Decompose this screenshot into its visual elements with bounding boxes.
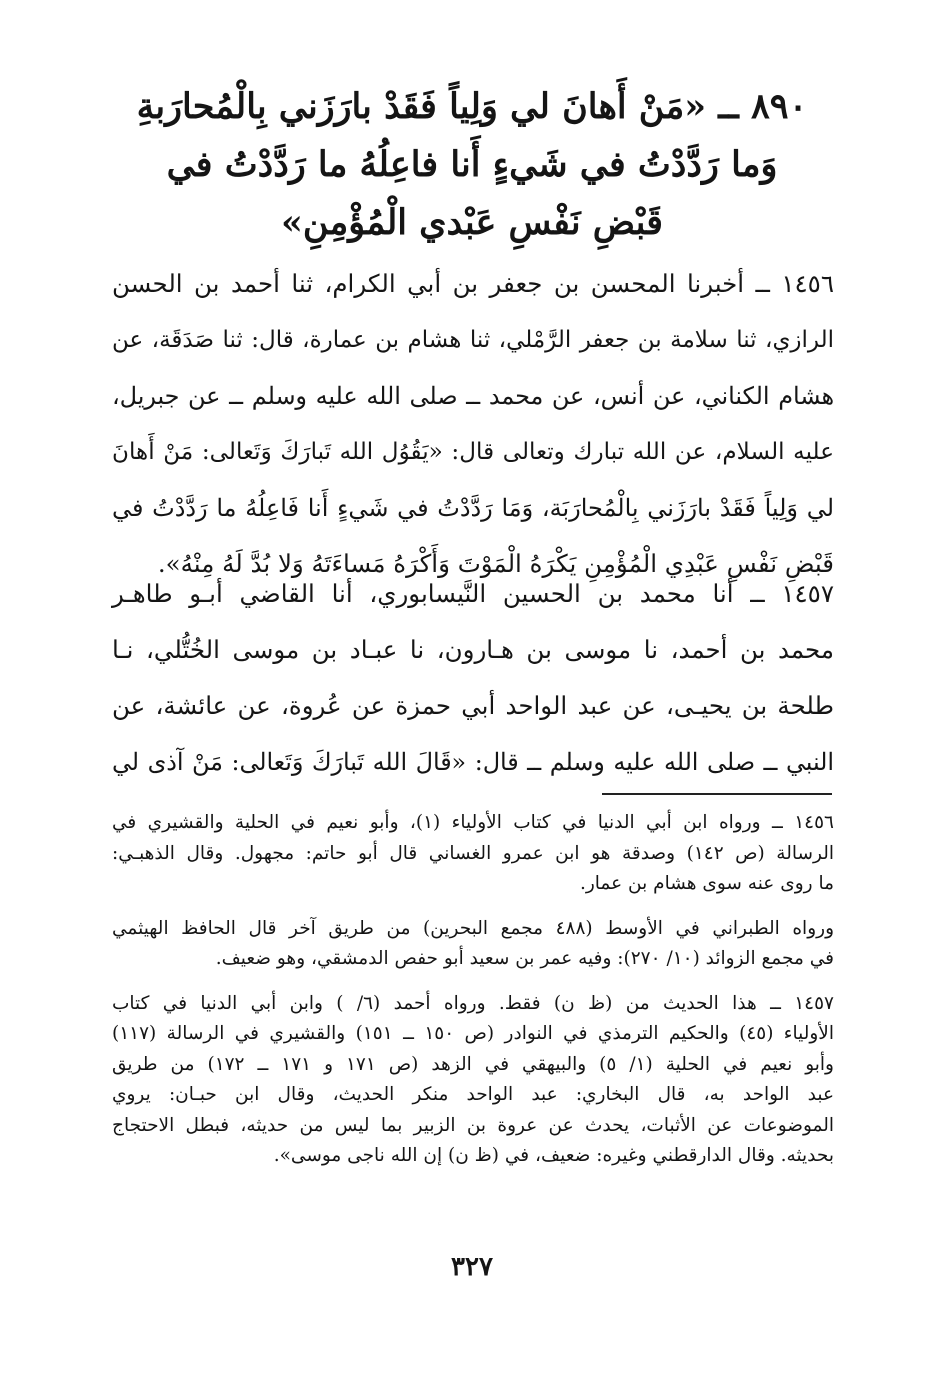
footnote-1456-continued: [112, 914, 834, 975]
footnote-1456: [112, 808, 834, 900]
paragraph-line: ١٤٥٦ ــ أخبرنا المحسن بن جعفر بن أبي الكرام، ثنا أحمد بن الحسن: [112, 269, 834, 298]
footnote-1457: [112, 989, 834, 1172]
footnote-divider: [602, 793, 832, 795]
footnote-line: وأبو نعيم في الحلية (١/ ٥) والبيهقي في الزهد (ص ١٧١ و ١٧١ ــ ١٧٢) من طريق: [112, 1053, 834, 1075]
hadith-paragraph-1456: [112, 256, 834, 592]
heading-line: قَبْضِ نَفْسِ عَبْدي الْمُؤْمِنِ»: [281, 202, 663, 243]
hadith-paragraph-1457: [112, 566, 834, 790]
footnote-line: ورواه الطبراني في الأوسط (٤٨٨ مجمع البحرين) من طريق آخر قال الحافظ الهيثمي: [112, 917, 834, 939]
footnote-line: الموضوعات عن الأثبات، يحدث عن عروة بن الزبير بما ليس من حديثه، فبطل الاحتجاج: [112, 1114, 834, 1136]
paragraph-line: عليه السلام، عن الله تبارك وتعالى قال: «يَقُوُل الله تَبارَكَ وَتَعالى: مَنْ أَهانَ: [112, 439, 834, 465]
footnote-line: في مجمع الزوائد (١٠/ ٢٧٠): وفيه عمر بن سعيد أبو حفص الدمشقي، وهو ضعيف.: [215, 948, 834, 969]
footnote-line: الرسالة (ص ١٤٢) وصدقة هو ابن عمرو الغساني قال أبو حاتم: مجهول. وقال الذهبـي:: [112, 842, 834, 864]
paragraph-line: هشام الكناني، عن أنس، عن محمد ــ صلى الله عليه وسلم ــ عن جبريل،: [112, 382, 834, 410]
footnote-line: الأولياء (٤٥) والحكيم الترمذي في النوادر (ص ١٥٠ ــ ١٥١) والقشيري في الرسالة (١١٧): [112, 1023, 834, 1044]
footnotes: [112, 808, 834, 1186]
paragraph-line: الرازي، ثنا سلامة بن جعفر الرَّمْلي، ثنا هشام بن عمارة، قال: ثنا صَدَقَة، عن: [112, 327, 834, 353]
page-number: ٣٢٧: [451, 1252, 493, 1282]
paragraph-line: ١٤٥٧ ــ أنا محمد بن الحسين النَّيسابوري، أنا القاضي أبـو طاهـر: [112, 579, 834, 608]
footnote-line: ١٤٥٦ ــ ورواه ابن أبي الدنيا في كتاب الأولياء (١)، وأبو نعيم في الحلية والقشيري في: [112, 812, 834, 833]
footnote-line: بحديثه. وقال الدارقطني وغيره: ضعيف، في (ظ ن) إن الله ناجى موسى».: [273, 1145, 834, 1166]
heading-line: وَما رَدَّدْتُ في شَيءٍ أَنا فاعِلُهُ ما رَدَّدْتُ في: [166, 144, 778, 185]
footnote-line: ١٤٥٧ ــ هذا الحديث من (ظ ن) فقط. ورواه أحمد (٦/ ) وابن أبي الدنيا في كتاب: [112, 992, 834, 1014]
hadith-heading: [110, 78, 834, 252]
heading-line: ٨٩٠ ــ «مَنْ أَهانَ لي وَلِياً فَقَدْ بارَزَني بِالْمُحارَبةِ: [136, 86, 808, 127]
footnote-line: عبد الواحد به، قال البخاري: عبد الواحد منكر الحديث، وقال ابن حبـان: يروي: [112, 1084, 834, 1105]
paragraph-line: قَبْضِ نَفْسِ عَبْدِي الْمُؤْمِنِ يَكْرَهُ الْمَوْتَ وَأَكْرَهُ مَساءَتَهُ وَلا بُدَّ لَهُ مِنْهُ».: [157, 549, 834, 578]
footnote-line: ما روى عنه سوى هشام بن عمار.: [579, 873, 834, 894]
paragraph-line: النبي ــ صلى الله عليه وسلم ــ قال: «قَالَ الله تَبارَكَ وَتَعالى: مَنْ آذى لي: [112, 748, 834, 776]
paragraph-line: لي وَلِياً فَقَدْ بارَزَني بِالْمُحارَبَة، وَمَا رَدَّدْتُ في شَيءٍ أَنا فَاعِلُهُ ما رَدَّدْتُ في: [112, 494, 834, 522]
paragraph-line: طلحة بن يحيـى، عن عبد الواحد أبي حمزة عن عُروة، عن عائشة، عن: [112, 691, 834, 720]
paragraph-line: محمد بن أحمد، نا موسى بن هـارون، نا عبـاد بن موسى الخُتُّلي، نـا: [112, 635, 834, 664]
